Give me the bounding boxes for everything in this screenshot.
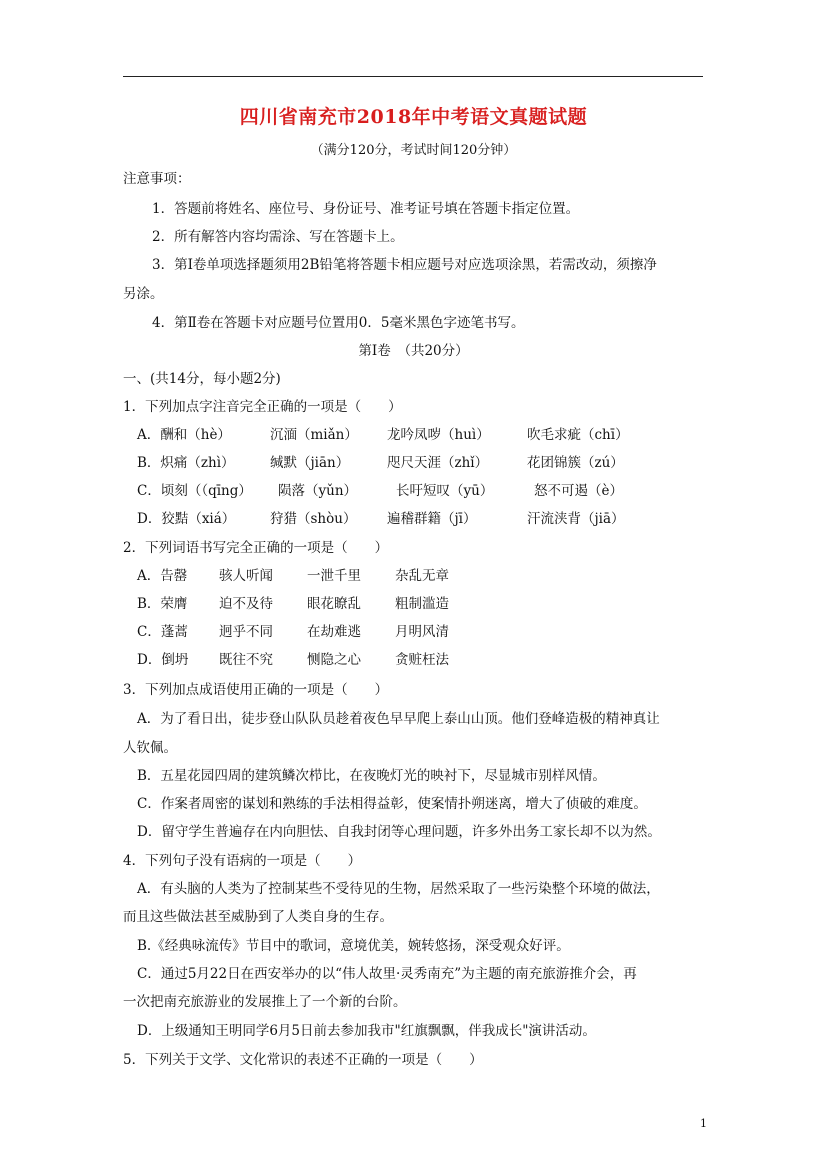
question-3-stem: 3．下列加点成语使用正确的一项是（ ） xyxy=(123,682,389,698)
page-title: 四川省南充市2018年中考语文真题试题 xyxy=(239,106,588,128)
exam-info: （满分120分，考试时间120分钟） xyxy=(310,143,517,158)
option-cell: B．炽痛（zhì） xyxy=(137,455,235,471)
option-cell: A．酬和（hè） xyxy=(137,427,231,443)
option-cell: 月明风清 xyxy=(395,624,449,640)
header-rule xyxy=(123,76,703,77)
q4-line: A．有头脑的人类为了控制某些不受待见的生物，居然采取了一些污染整个环境的做法， xyxy=(137,881,660,897)
option-cell: 遍稽群籍（jī） xyxy=(387,511,477,527)
note-item: 1．答题前将姓名、座位号、身份证号、准考证号填在答题卡指定位置。 xyxy=(152,201,580,217)
note-item: 3．第Ⅰ卷单项选择题须用2B铅笔将答题卡相应题号对应选项涂黑，若需改动，须擦净 xyxy=(152,257,657,273)
question-5-stem: 5．下列关于文学、文化常识的表述不正确的一项是（ ） xyxy=(123,1052,483,1068)
option-cell: 眼花瞭乱 xyxy=(307,596,361,612)
option-cell: A．告罄 xyxy=(137,568,188,584)
option-cell: 长吁短叹（yū） xyxy=(396,483,494,499)
q4-line: 一次把南充旅游业的发展推上了一个新的台阶。 xyxy=(123,994,407,1010)
option-cell: 花团锦簇（zú） xyxy=(527,455,624,471)
q4-line: C．通过5月22日在西安举办的以“伟人故里·灵秀南充”为主题的南充旅游推介会，再 xyxy=(137,966,637,982)
question-4-stem: 4．下列句子没有语病的一项是（ ） xyxy=(123,853,362,869)
option-cell: C．蓬蒿 xyxy=(137,624,188,640)
notes-heading: 注意事项： xyxy=(123,171,191,187)
option-cell: 陨落（yǔn） xyxy=(278,483,358,499)
option-cell: 恻隐之心 xyxy=(307,652,361,668)
option-cell: 汗流浃背（jiā） xyxy=(527,511,625,527)
q3-line: D．留守学生普遍存在内向胆怯、自我封闭等心理问题，许多外出务工家长却不以为然。 xyxy=(137,824,661,840)
option-cell: D．狡黠（xiá） xyxy=(137,511,236,527)
question-1-stem: 1．下列加点字注音完全正确的一项是（ ） xyxy=(123,399,402,415)
option-cell: 迥乎不同 xyxy=(219,624,273,640)
section-title: 第Ⅰ卷 （共20分） xyxy=(358,343,469,359)
option-cell: 缄默（jiān） xyxy=(270,455,350,471)
option-cell: 龙吟凤哕（huì） xyxy=(387,427,490,443)
option-cell: 一泄千里 xyxy=(307,568,361,584)
question-2-stem: 2．下列词语书写完全正确的一项是（ ） xyxy=(123,540,389,556)
option-cell: B．荣膺 xyxy=(137,596,188,612)
option-cell: 贪赃枉法 xyxy=(395,652,449,668)
q4-line: D．上级通知王明同学6月5日前去参加我市"红旗飘飘，伴我成长"演讲活动。 xyxy=(137,1023,596,1039)
note-item: 2．所有解答内容均需涂、写在答题卡上。 xyxy=(152,229,404,245)
q3-line: A．为了看日出，徒步登山队队员趁着夜色早早爬上泰山山顶。他们登峰造极的精神真让 xyxy=(137,711,660,727)
part-heading: 一、(共14分，每小题2分) xyxy=(123,371,281,387)
q3-line: B．五星花园四周的建筑鳞次栉比，在夜晚灯光的映衬下，尽显城市别样风情。 xyxy=(137,768,606,784)
option-cell: 骇人听闻 xyxy=(219,568,273,584)
option-cell: 杂乱无章 xyxy=(395,568,449,584)
option-cell: C．顷刻（（qīng） xyxy=(137,483,252,499)
option-cell: 在劫难逃 xyxy=(307,624,361,640)
option-cell: 既往不究 xyxy=(219,652,273,668)
option-cell: 沉湎（miǎn） xyxy=(270,427,358,443)
option-cell: 咫尺天涯（zhǐ） xyxy=(387,455,489,471)
option-cell: 吹毛求疵（chī） xyxy=(527,427,629,443)
option-cell: 迫不及待 xyxy=(219,596,273,612)
note-item: 另涂。 xyxy=(123,286,164,302)
q3-line: 人钦佩。 xyxy=(123,740,177,756)
q3-line: C．作案者周密的谋划和熟练的手法相得益彰，使案情扑朔迷离，增大了侦破的难度。 xyxy=(137,796,647,812)
note-item: 4．第Ⅱ卷在答题卡对应题号位置用0．5毫米黑色字迹笔书写。 xyxy=(152,315,525,331)
q4-line: 而且这些做法甚至威胁到了人类自身的生存。 xyxy=(123,909,393,925)
option-cell: 粗制滥造 xyxy=(395,596,449,612)
page-number: 1 xyxy=(700,1117,707,1130)
option-cell: 怒不可遏（è） xyxy=(534,483,623,499)
option-cell: D．倒坍 xyxy=(137,652,189,668)
q4-line: B.《经典咏流传》节目中的歌词，意境优美，婉转悠扬，深受观众好评。 xyxy=(137,938,570,954)
option-cell: 狩猎（shòu） xyxy=(270,511,357,527)
